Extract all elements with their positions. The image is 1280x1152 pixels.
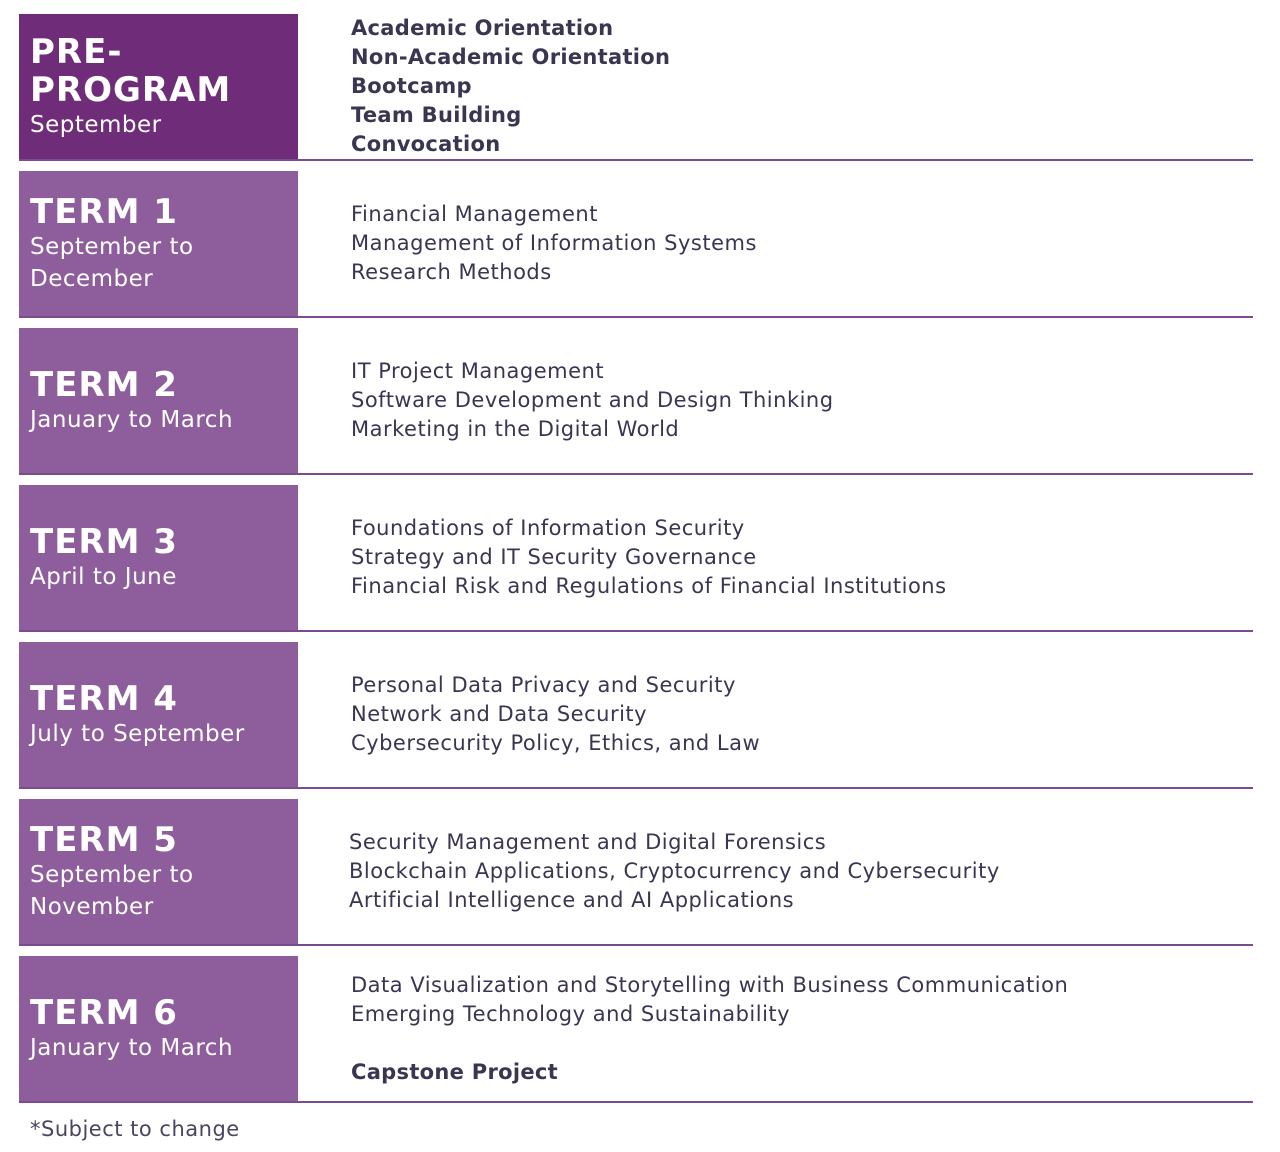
course-item: Team Building [351, 103, 522, 127]
course-list [351, 14, 670, 159]
course-item: Foundations of Information Security [351, 516, 745, 540]
term-box [19, 799, 298, 944]
capstone-project: Capstone Project [351, 1059, 558, 1084]
course-item: Personal Data Privacy and Security [351, 673, 736, 697]
course-list [351, 171, 757, 316]
course-item: Non-Academic Orientation [351, 45, 671, 69]
term-title: TERM 4 [30, 678, 178, 719]
course-item: Network and Data Security [351, 702, 648, 726]
course-item: Artificial Intelligence and AI Applications [349, 888, 795, 912]
term-box [19, 642, 298, 787]
course-item: Strategy and IT Security Governance [351, 545, 757, 569]
term-subtitle: September to December [30, 233, 194, 292]
course-item: Management of Information Systems [351, 231, 757, 255]
course-item: Marketing in the Digital World [351, 417, 680, 441]
term-subtitle: January to March [30, 1034, 234, 1061]
term-subtitle: January to March [30, 406, 234, 433]
course-item: Research Methods [351, 260, 552, 284]
course-list [351, 642, 760, 787]
row-term-2 [19, 328, 1253, 475]
course-item: Software Development and Design Thinking [351, 388, 834, 412]
term-title: TERM 6 [30, 992, 178, 1033]
term-title: TERM 3 [30, 521, 178, 562]
footnote: *Subject to change [30, 1117, 240, 1141]
course-item: Security Management and Digital Forensics [349, 830, 827, 854]
term-subtitle: July to September [30, 720, 245, 747]
row-pre-program [19, 14, 1253, 161]
term-title: TERM 2 [30, 364, 178, 405]
term-box [19, 328, 298, 473]
term-title: TERM 5 [30, 819, 178, 860]
course-item: Financial Risk and Regulations of Financial Institutions [351, 574, 947, 598]
term-box [19, 171, 298, 316]
term-title: PRE- PROGRAM [30, 31, 232, 110]
course-item: Bootcamp [351, 74, 472, 98]
term-subtitle: September [30, 111, 162, 138]
course-item: IT Project Management [351, 359, 605, 383]
row-term-1 [19, 171, 1253, 318]
course-item: Emerging Technology and Sustainability [351, 1001, 791, 1026]
course-list [351, 956, 1068, 1101]
course-list [351, 328, 834, 473]
row-term-5 [19, 799, 1253, 946]
course-item: Cybersecurity Policy, Ethics, and Law [351, 731, 761, 755]
term-title: TERM 1 [30, 191, 178, 232]
term-subtitle: September to November [30, 861, 194, 920]
term-box [19, 485, 298, 630]
row-term-4 [19, 642, 1253, 789]
term-box [19, 956, 298, 1101]
row-term-6 [19, 956, 1253, 1103]
spacer [351, 1029, 1068, 1058]
term-subtitle: April to June [30, 563, 177, 590]
course-item: Convocation [351, 132, 501, 156]
course-item: Academic Orientation [351, 16, 614, 40]
course-list [351, 485, 947, 630]
pre-program-box [19, 14, 298, 159]
course-item: Blockchain Applications, Cryptocurrency and Cybersecurity [349, 859, 1000, 883]
row-term-3 [19, 485, 1253, 632]
course-list [349, 799, 1000, 944]
course-item: Financial Management [351, 202, 598, 226]
course-item: Data Visualization and Storytelling with Business Communication [351, 972, 1069, 997]
